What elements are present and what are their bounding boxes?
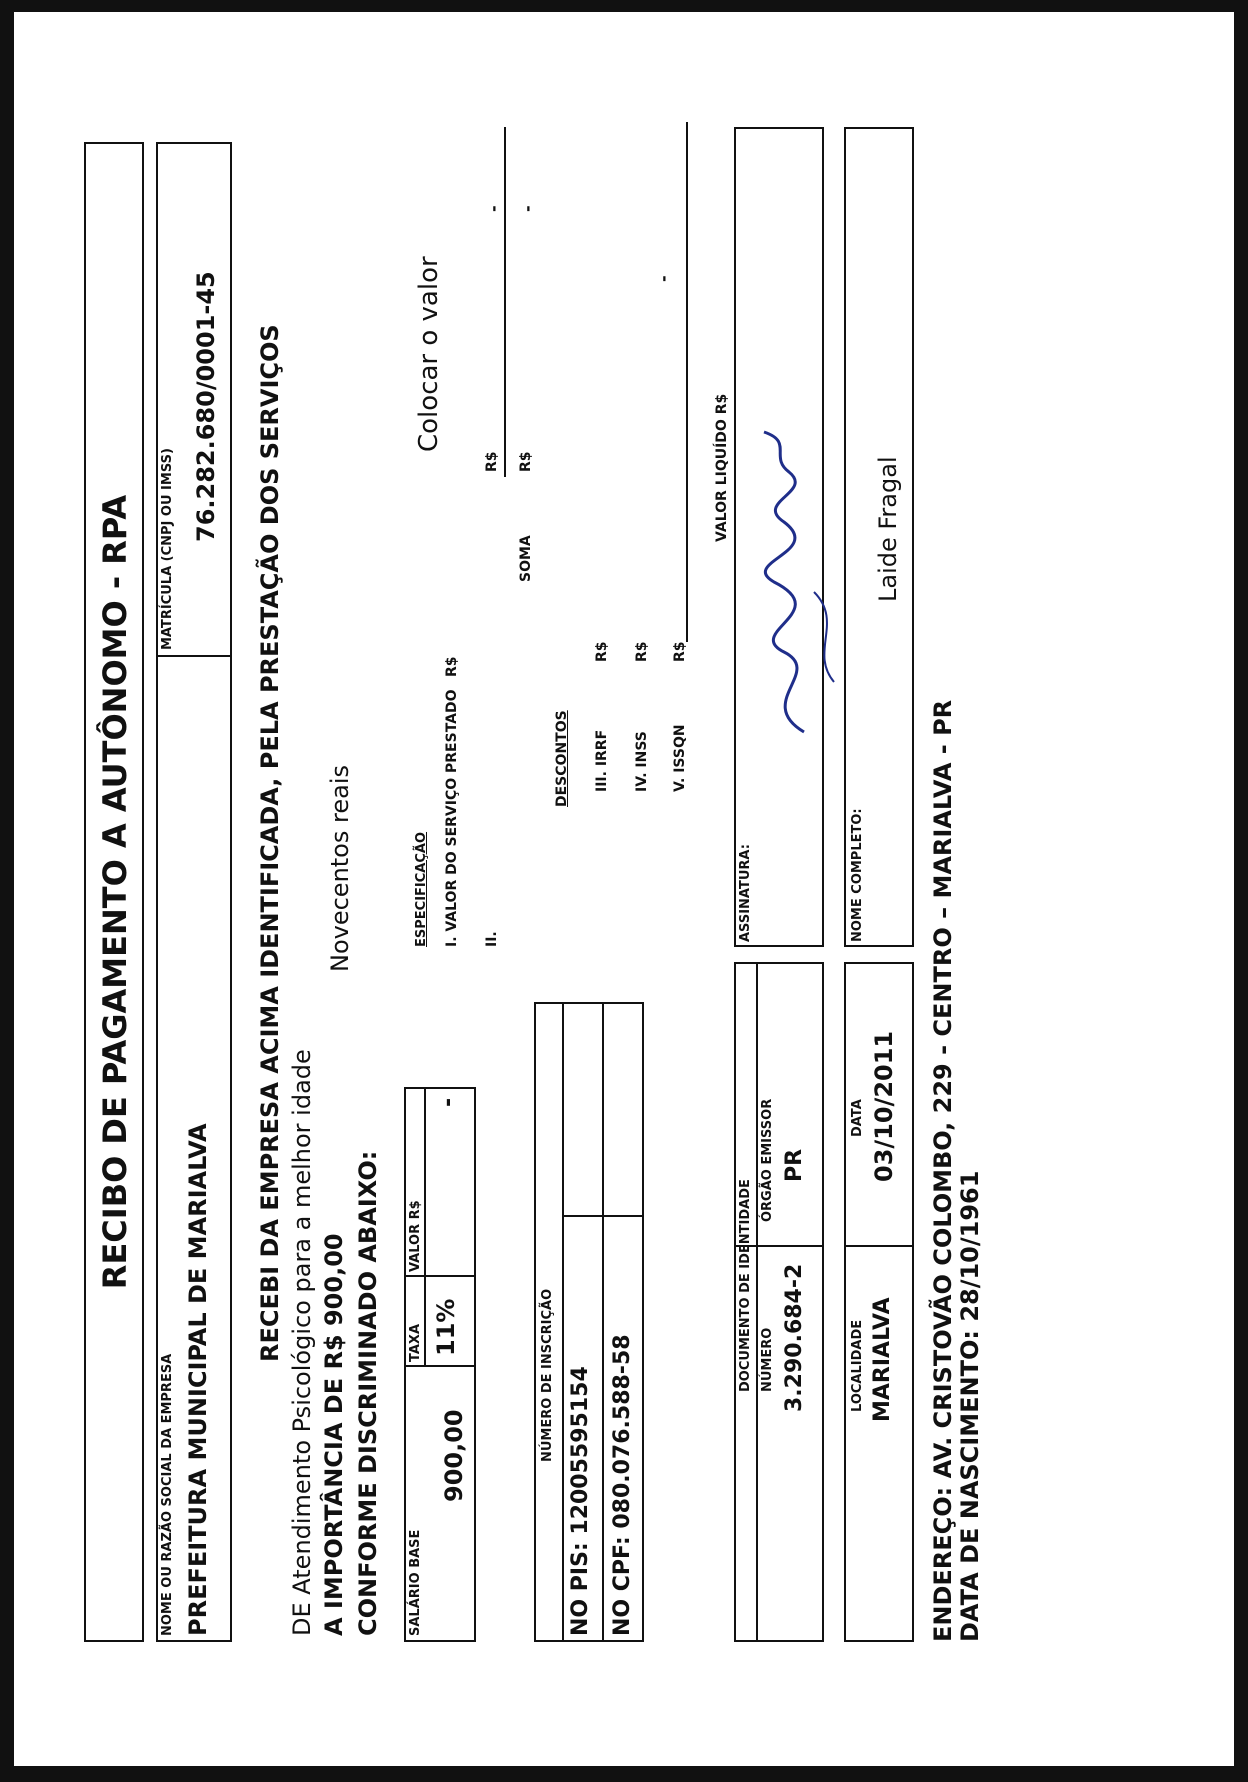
scan-edge-right: [1234, 0, 1248, 1782]
salario-divider-1: [404, 1365, 476, 1367]
issqn-value: -: [654, 275, 673, 282]
salario-header-line: [424, 1087, 426, 1367]
soma-currency: R$: [518, 451, 534, 472]
taxa-label: TAXA: [408, 1323, 423, 1362]
scan-edge-bottom: [0, 1766, 1248, 1782]
inss-currency: R$: [634, 641, 650, 662]
orgao-label: ÓRGÃO EMISSOR: [760, 1098, 775, 1222]
endereco: ENDEREÇO: AV. CRISTOVÃO COLOMBO, 229 - CENTRO – MARIALVA - PR: [929, 699, 957, 1642]
orgao-emissor: PR: [782, 1148, 807, 1182]
numero-label: NÚMERO: [760, 1327, 775, 1392]
valor-value: -: [436, 1097, 461, 1107]
service-description: DE Atendimento Psicológico para a melhor idade: [288, 1049, 316, 1636]
identidade-label: DOCUMENTO DE IDENTIDADE: [738, 1179, 753, 1392]
pis-number: NO PIS: 12005595154: [568, 1366, 593, 1636]
servico-currency: R$: [444, 656, 460, 677]
item-ii-currency: R$: [484, 451, 500, 472]
nome-label: NOME COMPLETO:: [850, 808, 865, 942]
soma-value: -: [518, 205, 537, 212]
local-divider: [844, 1245, 914, 1247]
empresa-name: PREFEITURA MUNICIPAL DE MARIALVA: [184, 1123, 212, 1636]
liquido-label: VALOR LIQUÍDO R$: [714, 393, 730, 542]
nome-value: Laide Fragal: [874, 456, 902, 602]
soma-line: [504, 127, 506, 477]
localidade-label: LOCALIDADE: [850, 1319, 865, 1412]
inscricao-label: NÚMERO DE INSCRIÇÃO: [540, 1288, 555, 1462]
signature-image: [714, 422, 854, 742]
identidade-numero: 3.290.684-2: [782, 1263, 807, 1412]
matricula-value: 76.282.680/0001-45: [192, 271, 220, 542]
inscricao-header-line: [562, 1002, 564, 1642]
receipt-statement: RECEBI DA EMPRESA ACIMA IDENTIFICADA, PELA PRESTAÇÃO DOS SERVIÇOS: [256, 324, 284, 1362]
inscricao-row-line: [602, 1002, 604, 1642]
item-ii: II.: [484, 931, 500, 947]
liquido-line: [686, 122, 688, 642]
salario-base-value: 900,00: [440, 1409, 468, 1502]
empresa-divider: [156, 655, 232, 657]
assinatura-label: ASSINATURA:: [738, 844, 753, 942]
title-box: [84, 142, 144, 1642]
handwritten-note: Colocar o valor: [414, 256, 444, 452]
irrf-item: III. IRRF: [594, 729, 610, 792]
taxa-value: 11%: [432, 1298, 460, 1356]
salario-divider-2: [404, 1275, 476, 1277]
scan-edge-left: [0, 0, 14, 1782]
scan-edge-top: [0, 0, 1248, 12]
issqn-currency: R$: [672, 641, 688, 662]
amount-line: A IMPORTÂNCIA DE R$ 900,00: [320, 1233, 348, 1636]
servico-item: I. VALOR DO SERVIÇO PRESTADO: [444, 689, 460, 947]
inss-item: IV. INSS: [634, 731, 650, 792]
irrf-currency: R$: [594, 641, 610, 662]
issqn-item: V. ISSQN: [672, 724, 688, 792]
salario-base-label: SALÁRIO BASE: [408, 1529, 423, 1636]
matricula-label: MATRÍCULA (CNPJ OU IMSS): [160, 448, 175, 650]
empresa-label: NOME OU RAZÃO SOCIAL DA EMPRESA: [160, 1353, 175, 1636]
inscricao-divider: [562, 1215, 644, 1217]
data-value: 03/10/2011: [870, 1030, 898, 1182]
localidade-value: MARIALVA: [870, 1297, 895, 1422]
amount-words: Novecentos reais: [326, 765, 354, 972]
receipt-title: RECIBO DE PAGAMENTO A AUTÔNOMO - RPA: [96, 494, 134, 1290]
cpf-number: NO CPF: 080.076.588-58: [610, 1334, 635, 1636]
document-page: [14, 12, 1234, 1766]
conforme-line: CONFORME DISCRIMINADO ABAIXO:: [354, 1150, 382, 1636]
descontos-label: DESCONTOS: [554, 710, 570, 807]
item-ii-value: -: [484, 205, 503, 212]
data-nascimento: DATA DE NASCIMENTO: 28/10/1961: [956, 1170, 984, 1642]
identidade-header-line: [756, 962, 758, 1642]
valor-label: VALOR R$: [408, 1200, 423, 1272]
soma-label: SOMA: [518, 535, 534, 582]
especificacao-label: ESPECIFICAÇÃO: [414, 831, 429, 947]
receipt-document: [74, 102, 1074, 1662]
data-label: DATA: [850, 1099, 865, 1137]
